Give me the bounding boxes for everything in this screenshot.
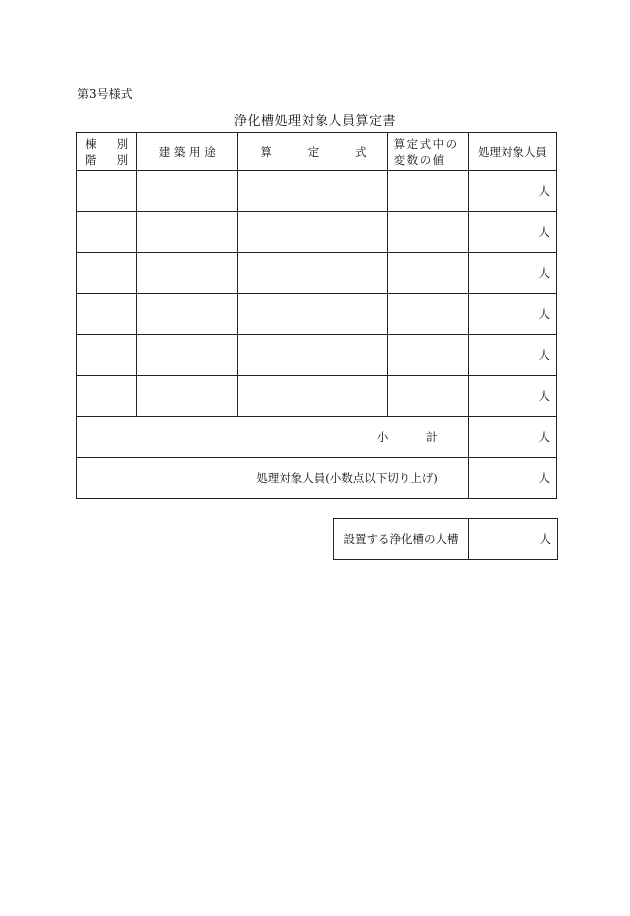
cell-building-use[interactable] <box>137 171 238 212</box>
total-row <box>77 458 557 499</box>
unit-label: 人 <box>538 430 550 444</box>
tank-capacity-label: 設置する浄化槽の人槽 <box>334 519 469 560</box>
cell-formula[interactable] <box>238 212 387 253</box>
cell-building-floor[interactable] <box>77 171 137 212</box>
cell-formula[interactable] <box>238 376 387 417</box>
cell-persons[interactable] <box>468 253 556 294</box>
cell-formula[interactable] <box>238 171 387 212</box>
cell-persons[interactable] <box>468 294 556 335</box>
unit-label: 人 <box>538 184 550 198</box>
cell-building-floor[interactable] <box>77 253 137 294</box>
tank-capacity-table <box>333 518 558 560</box>
header-building-floor: 棟 別 階 別 <box>77 133 137 171</box>
cell-building-use[interactable] <box>137 212 238 253</box>
table-row <box>77 376 557 417</box>
cell-variable-value[interactable] <box>387 294 468 335</box>
cell-formula[interactable] <box>238 335 387 376</box>
cell-formula[interactable] <box>238 253 387 294</box>
cell-building-use[interactable] <box>137 294 238 335</box>
subtotal-row <box>77 417 557 458</box>
header-persons: 処理対象人員 <box>468 133 556 171</box>
table-row <box>77 294 557 335</box>
unit-label: 人 <box>538 348 550 362</box>
table-row <box>77 253 557 294</box>
table-header-row <box>77 133 557 171</box>
cell-persons[interactable] <box>468 212 556 253</box>
form-number: 第3号様式 <box>77 87 133 101</box>
table-row <box>77 212 557 253</box>
unit-label: 人 <box>538 471 550 485</box>
cell-persons[interactable] <box>468 335 556 376</box>
total-persons[interactable] <box>468 458 556 499</box>
table-row <box>77 171 557 212</box>
cell-variable-value[interactable] <box>387 376 468 417</box>
cell-building-use[interactable] <box>137 335 238 376</box>
cell-formula[interactable] <box>238 294 387 335</box>
cell-building-use[interactable] <box>137 253 238 294</box>
cell-building-floor[interactable] <box>77 212 137 253</box>
unit-label: 人 <box>538 225 550 239</box>
cell-variable-value[interactable] <box>387 253 468 294</box>
cell-variable-value[interactable] <box>387 171 468 212</box>
cell-variable-value[interactable] <box>387 212 468 253</box>
tank-capacity-row <box>334 519 558 560</box>
calculation-table <box>76 132 557 499</box>
cell-building-floor[interactable] <box>77 294 137 335</box>
cell-building-floor[interactable] <box>77 335 137 376</box>
cell-persons[interactable] <box>468 171 556 212</box>
unit-label: 人 <box>538 266 550 280</box>
cell-building-floor[interactable] <box>77 376 137 417</box>
table-row <box>77 335 557 376</box>
unit-label: 人 <box>539 532 551 546</box>
header-variable-value: 算定式中の 変数の値 <box>387 133 468 171</box>
header-formula: 算 定 式 <box>238 133 387 171</box>
tank-capacity-persons[interactable] <box>469 519 558 560</box>
cell-building-use[interactable] <box>137 376 238 417</box>
unit-label: 人 <box>538 389 550 403</box>
cell-persons[interactable] <box>468 376 556 417</box>
header-building-use: 建 築 用 途 <box>137 133 238 171</box>
unit-label: 人 <box>538 307 550 321</box>
subtotal-persons[interactable] <box>468 417 556 458</box>
subtotal-label: 小 計 <box>77 417 469 458</box>
total-label: 処理対象人員(小数点以下切り上げ) <box>77 458 469 499</box>
document-title: 浄化槽処理対象人員算定書 <box>233 114 396 129</box>
cell-variable-value[interactable] <box>387 335 468 376</box>
